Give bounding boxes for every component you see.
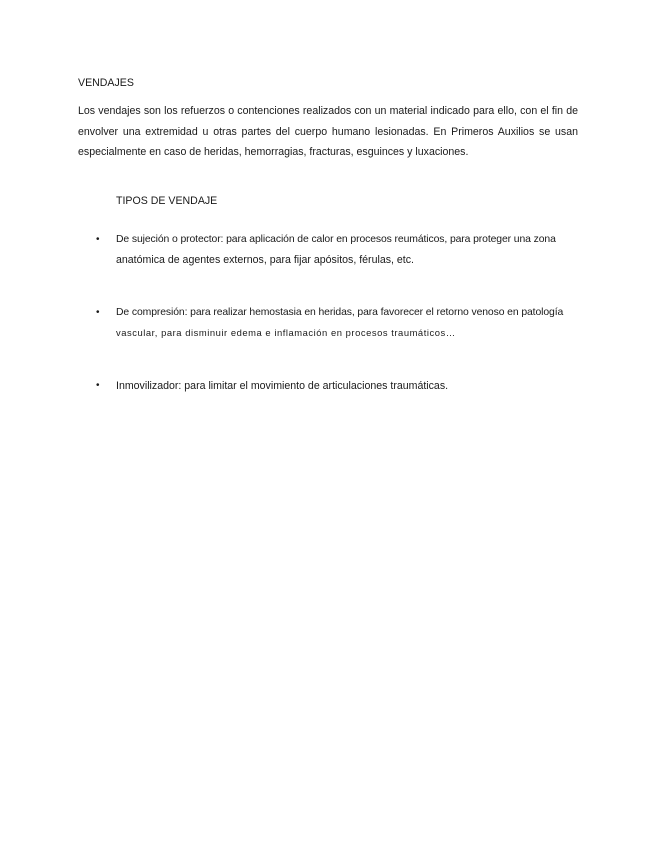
list-item-line: De sujeción o protector: para aplicación de calor en procesos reumáticos, para proteger una zona <box>116 234 556 245</box>
bullet-icon: • <box>96 234 100 245</box>
list-item-line: De compresión: para realizar hemostasia en heridas, para favorecer el retorno venoso en patología <box>116 307 564 318</box>
list-item-line: Inmovilizador: para limitar el movimiento de articulaciones traumáticas. <box>116 380 449 392</box>
list-item-text <box>116 376 579 396</box>
list-item-text <box>116 230 579 270</box>
intro-paragraph: Los vendajes son los refuerzos o contenciones realizados con un material indicado para ello, con el fin de envolver una extremidad u otras partes del cuerpo humano lesionadas. En Primeros Auxilios se usan especialmente en caso de heridas, hemorragias, fracturas, esguinces y luxaciones. <box>78 105 578 158</box>
bullet-icon: • <box>96 307 100 318</box>
bullet-icon: • <box>96 380 100 391</box>
list-item-text <box>116 303 579 343</box>
section-heading: TIPOS DE VENDAJE <box>116 195 218 207</box>
document-title: VENDAJES <box>78 77 134 89</box>
list-item-line: anatómica de agentes externos, para fijar apósitos, férulas, etc. <box>116 254 414 266</box>
list-item-line: vascular, para disminuir edema e inflamación en procesos traumáticos… <box>116 327 456 338</box>
